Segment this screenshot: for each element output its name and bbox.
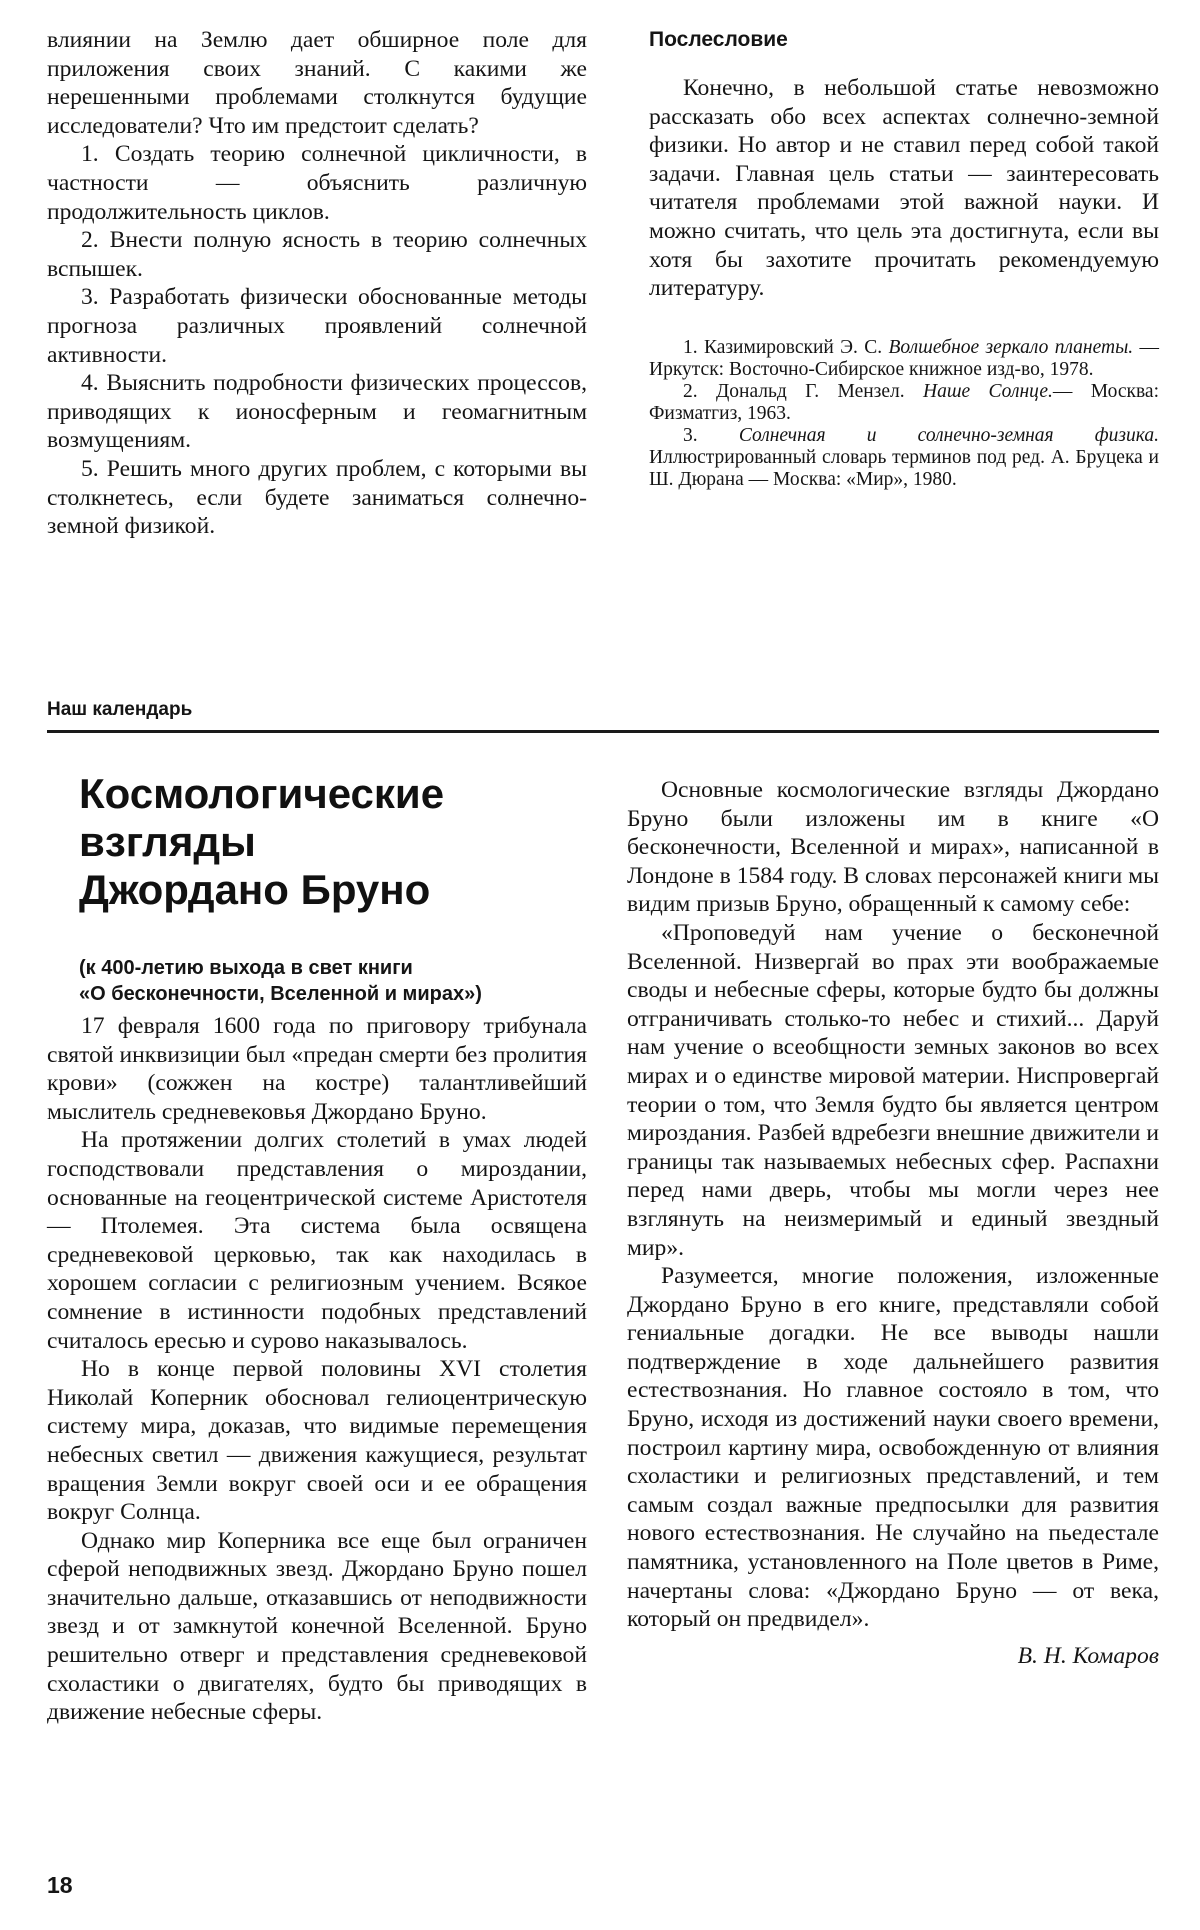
article-left-column — [47, 1012, 587, 1727]
reference-item — [649, 425, 1159, 491]
references-list — [649, 337, 1159, 491]
afterword-text: Конечно, в небольшой статье невозможно рассказать обо всех аспектах солнечно-земной физики. Но автор и не ставил перед собой такой задачи. Главная цель статьи — заинтересовать читателя проблемами этой важной науки. И можно считать, что цель эта достигнута, если вы хотя бы захотите прочитать рекомендуемую литературу. — [649, 75, 1159, 302]
reference-details: — Москва: Физматгиз, 1963. — [649, 380, 1159, 424]
reference-author: 2. Дональд Г. Мензел. — [683, 380, 923, 402]
paragraph: На протяжении долгих столетий в умах людей господствовали представления о мироздании, основанные на геоцентрической системе Аристотеля — Птолемея. Эта система была освящена средневековой церковью, так как находилась в хорошем согласии с религиозным учением. Всякое сомнение в истинности подобных представлений считалось ересью и сурово наказывалось. — [47, 1127, 587, 1354]
reference-item — [649, 381, 1159, 425]
afterword-column — [649, 26, 1159, 491]
reference-title: Волшебное зеркало планеты. — [888, 336, 1134, 358]
list-item: 4. Выяснить подробности физических процессов, приводящих к ионосферным и геомагнитным возмущениям. — [47, 370, 587, 454]
paragraph: Но в конце первой половины XVI столетия Николай Коперник обосновал гелиоцентрическую систему мира, доказав, что видимые перемещения небесных светил — движения кажущиеся, результат вращения Земли вокруг своей оси и ее обращения вокруг Солнца. — [47, 1356, 587, 1526]
article-author: В. Н. Комаров — [1017, 1642, 1159, 1669]
page-number: 18 — [47, 1872, 73, 1898]
afterword-title: Послесловие — [649, 28, 788, 51]
title-line: взгляды — [79, 818, 256, 865]
title-line: Джордано Бруно — [79, 866, 431, 913]
list-item: 2. Внести полную ясность в теорию солнечных вспышек. — [47, 227, 587, 282]
list-item: 5. Решить много других проблем, с которыми вы столкнетесь, если будете заниматься солнечно-земной физикой. — [47, 455, 587, 540]
paragraph: Однако мир Коперника все еще был ограничен сферой неподвижных звезд. Джордано Бруно пошел значительно дальше, отказавшись от неподвижности звезд и от замкнутой конечной Вселенной. Бруно решительно отверг и представления средневековой схоластики о двигателях, будто бы приводящих в движение небесные сферы. — [47, 1527, 587, 1726]
article-right-column — [627, 776, 1159, 1670]
paragraph: влиянии на Землю дает обширное поле для приложения своих знаний. С какими же нерешенными проблемами столкнутся будущие исследователи? Что им предстоит сделать? — [47, 27, 587, 139]
reference-title: Солнечная и солнечно-земная физика. — [738, 424, 1160, 446]
title-line: Космологические — [79, 770, 445, 817]
article-title — [79, 770, 579, 914]
section-divider — [47, 730, 1159, 733]
section-label: Наш календарь — [47, 699, 193, 720]
article-subtitle — [79, 955, 599, 1007]
subtitle-line: «О бесконечности, Вселенной и мирах») — [79, 983, 482, 1005]
paragraph: 17 февраля 1600 года по приговору трибунала святой инквизиции был «предан смерти без пролития крови» (сожжен на костре) талантливейший мыслитель средневековья Джордано Бруно. — [47, 1013, 587, 1125]
quote-paragraph: «Проповедуй нам учение о бесконечной Вселенной. Низвергай во прах эти воображаемые своды и небесные сферы, которые будто бы должны отграничивать столько-то небес и стихий... Даруй нам учение о всеобщности земных законов во всех мирах и о единстве мировой материи. Ниспровергай теории о том, что Земля будто бы является центром мироздания. Разбей вдребезги внешние движители и границы так называемых небесных сфер. Распахни перед нами дверь, чтобы мы могли через нее взглянуть на неизмеримый и единый звездный мир». — [627, 919, 1159, 1261]
reference-details: — Иркутск: Восточно-Сибирское книжное изд-во, 1978. — [649, 336, 1159, 380]
reference-title: Наше Солнце. — [922, 380, 1053, 402]
reference-author: 1. Казимировский Э. С. — [683, 336, 889, 358]
reference-item — [649, 337, 1159, 381]
subtitle-line: (к 400-летию выхода в свет книги — [79, 957, 413, 979]
paragraph: Основные космологические взгляды Джордано Бруно были изложены им в книге «О бесконечности, Вселенной и мирах», написанной в Лондоне в 1584 году. В словах персонажей книги мы видим призыв Бруно, обращенный к самому себе: — [627, 777, 1159, 918]
reference-details: Иллюстрированный словарь терминов под ред. А. Бруцека и Ш. Дюрана — Москва: «Мир», 1980. — [649, 446, 1159, 490]
paragraph: Разумеется, многие положения, изложенные Джордано Бруно в его книге, представляли собой гениальные догадки. Не все выводы нашли подтверждение в ходе дальнейшего развития естествознания. Но главное состояло в том, что Бруно, исходя из достижений науки своего времени, построил картину мира, освобожденную от влияния схоластики и религиозных представлений, и тем самым создал важные предпосылки для развития нового естествознания. Не случайно на пьедестале памятника, установленного на Поле цветов в Риме, начертаны слова: «Джордано Бруно — от века, который он предвидел». — [627, 1263, 1159, 1633]
list-item: 3. Разработать физически обоснованные методы прогноза различных проявлений солнечной активности. — [47, 284, 587, 368]
list-item: 1. Создать теорию солнечной цикличности, в частности — объяснить различную продолжительность циклов. — [47, 141, 587, 225]
top-left-column — [47, 26, 587, 541]
reference-author: 3. — [683, 424, 739, 446]
